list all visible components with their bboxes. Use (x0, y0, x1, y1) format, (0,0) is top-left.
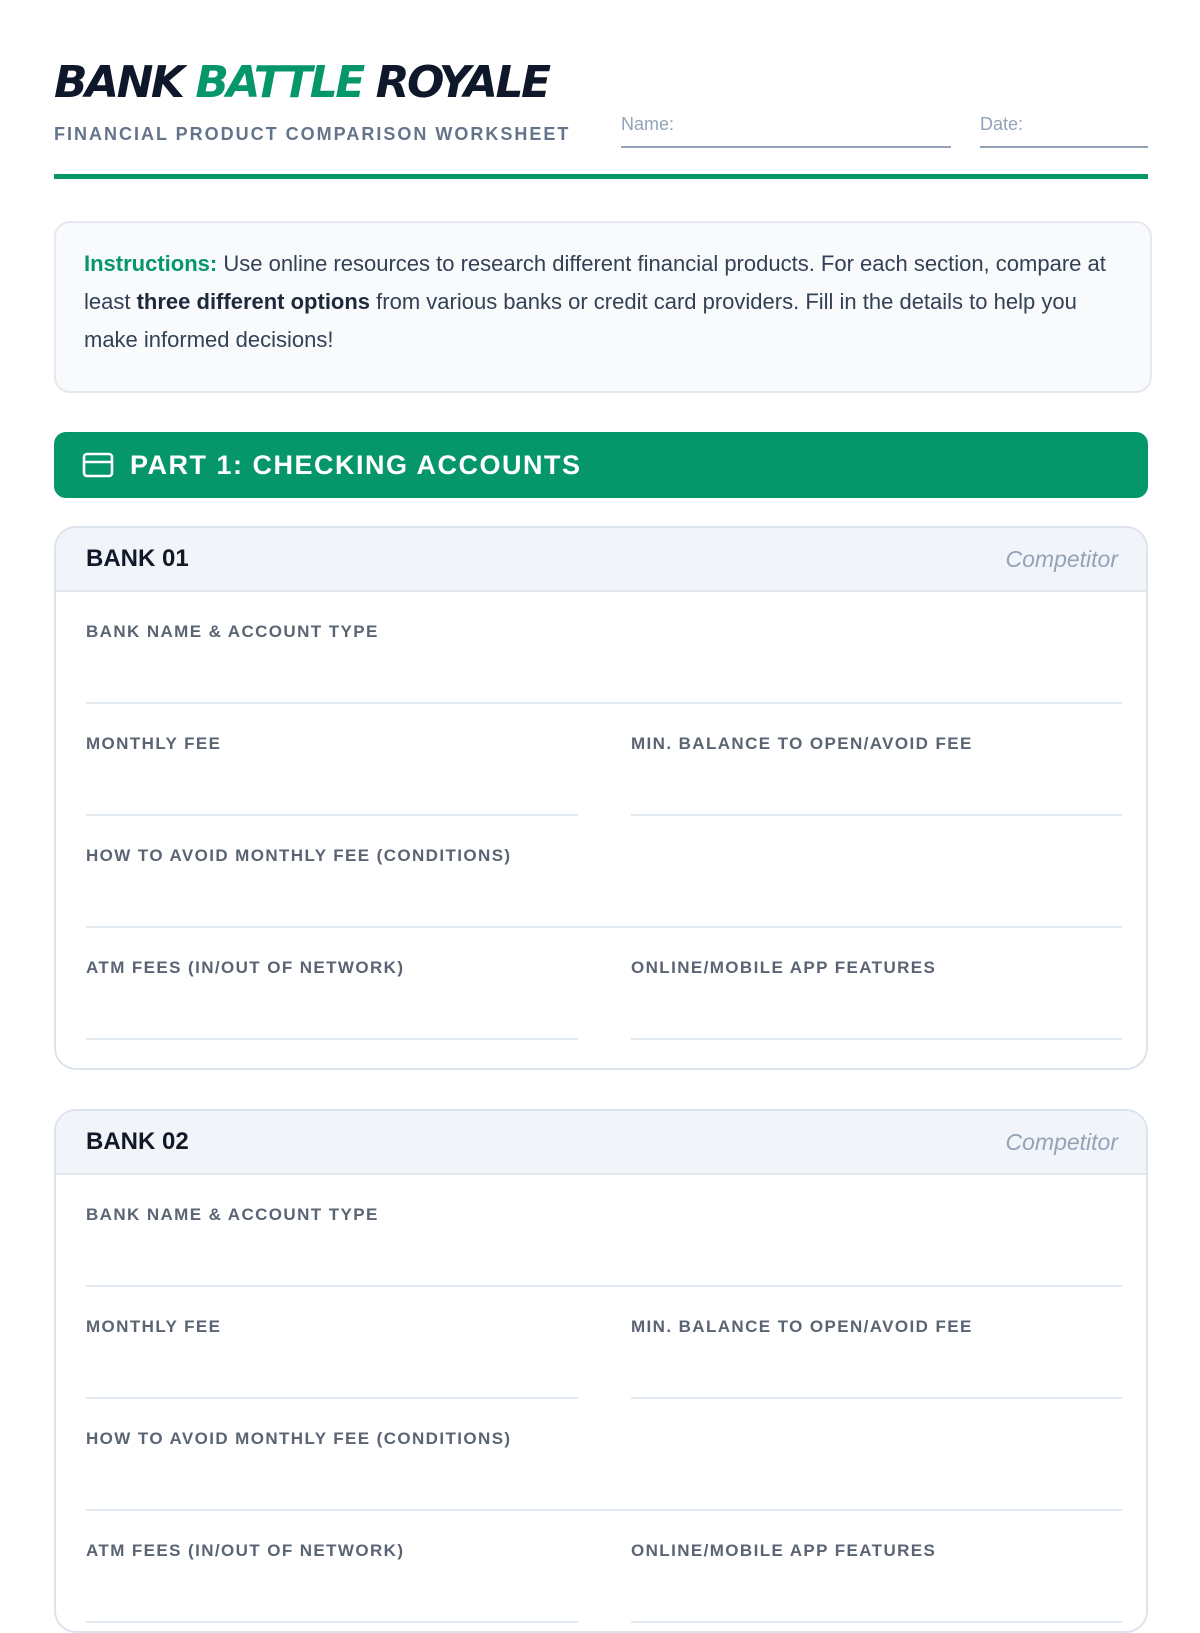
instructions-bold: three different options (136, 289, 371, 314)
app-features-field[interactable] (631, 958, 1122, 1040)
subtitle: FINANCIAL PRODUCT COMPARISON WORKSHEET (54, 124, 571, 144)
part-1-banner (54, 432, 1148, 498)
bank-card-2 (54, 1109, 1148, 1633)
answer-line (631, 1038, 1122, 1040)
answer-line (86, 1621, 578, 1623)
app-features-field[interactable] (631, 1541, 1122, 1623)
brand-word-royale: ROYALE (362, 57, 549, 108)
field-label: MONTHLY FEE (86, 734, 222, 753)
bank-card-header (56, 528, 1146, 592)
instructions-lead: Instructions: (84, 251, 218, 276)
bank-card-1 (54, 526, 1148, 1070)
field-label: BANK NAME & ACCOUNT TYPE (86, 622, 379, 641)
field-label: ONLINE/MOBILE APP FEATURES (631, 958, 937, 977)
date-label: Date: (980, 114, 1024, 134)
bank-title: BANK 01 (86, 545, 189, 572)
instructions-text-b: from various banks or credit card providers. Fill in the details to help you make informed decisions! (84, 289, 1077, 352)
competitor-tag: Competitor (1005, 545, 1118, 572)
avoid-fee-field[interactable] (86, 846, 1122, 928)
monthly-fee-field[interactable] (86, 734, 578, 816)
card-icon (82, 452, 114, 478)
competitor-tag: Competitor (1005, 1128, 1118, 1155)
bank-name-field[interactable] (86, 622, 1122, 704)
header-divider (54, 174, 1148, 179)
brand-word-bank: BANK (54, 57, 196, 108)
monthly-fee-field[interactable] (86, 1317, 578, 1399)
bank-card-header (56, 1111, 1146, 1175)
field-label: ATM FEES (IN/OUT OF NETWORK) (86, 1541, 405, 1560)
field-label: HOW TO AVOID MONTHLY FEE (CONDITIONS) (86, 846, 512, 865)
name-label: Name: (621, 114, 675, 134)
field-label: ATM FEES (IN/OUT OF NETWORK) (86, 958, 405, 977)
date-field[interactable] (980, 114, 1148, 148)
part-1-title: PART 1: CHECKING ACCOUNTS (130, 449, 582, 480)
field-label: MIN. BALANCE TO OPEN/AVOID FEE (631, 734, 973, 753)
instructions-text-a: Use online resources to research different financial products. For each section, compare at least (84, 251, 1106, 314)
answer-line (631, 1621, 1122, 1623)
field-label: BANK NAME & ACCOUNT TYPE (86, 1205, 379, 1224)
field-label: ONLINE/MOBILE APP FEATURES (631, 1541, 937, 1560)
answer-line (86, 1038, 578, 1040)
header (54, 57, 1148, 144)
atm-fees-field[interactable] (86, 1541, 578, 1623)
name-field[interactable] (621, 114, 951, 148)
field-label: MONTHLY FEE (86, 1317, 222, 1336)
atm-fees-field[interactable] (86, 958, 578, 1040)
field-label: HOW TO AVOID MONTHLY FEE (CONDITIONS) (86, 1429, 512, 1448)
bank-title: BANK 02 (86, 1128, 189, 1155)
avoid-fee-field[interactable] (86, 1429, 1122, 1511)
field-label: MIN. BALANCE TO OPEN/AVOID FEE (631, 1317, 973, 1336)
brand-word-battle: BATTLE (195, 57, 363, 108)
min-balance-field[interactable] (631, 734, 1122, 816)
bank-name-field[interactable] (86, 1205, 1122, 1287)
instructions-box (54, 221, 1152, 393)
min-balance-field[interactable] (631, 1317, 1122, 1399)
brand-title (54, 58, 1148, 108)
